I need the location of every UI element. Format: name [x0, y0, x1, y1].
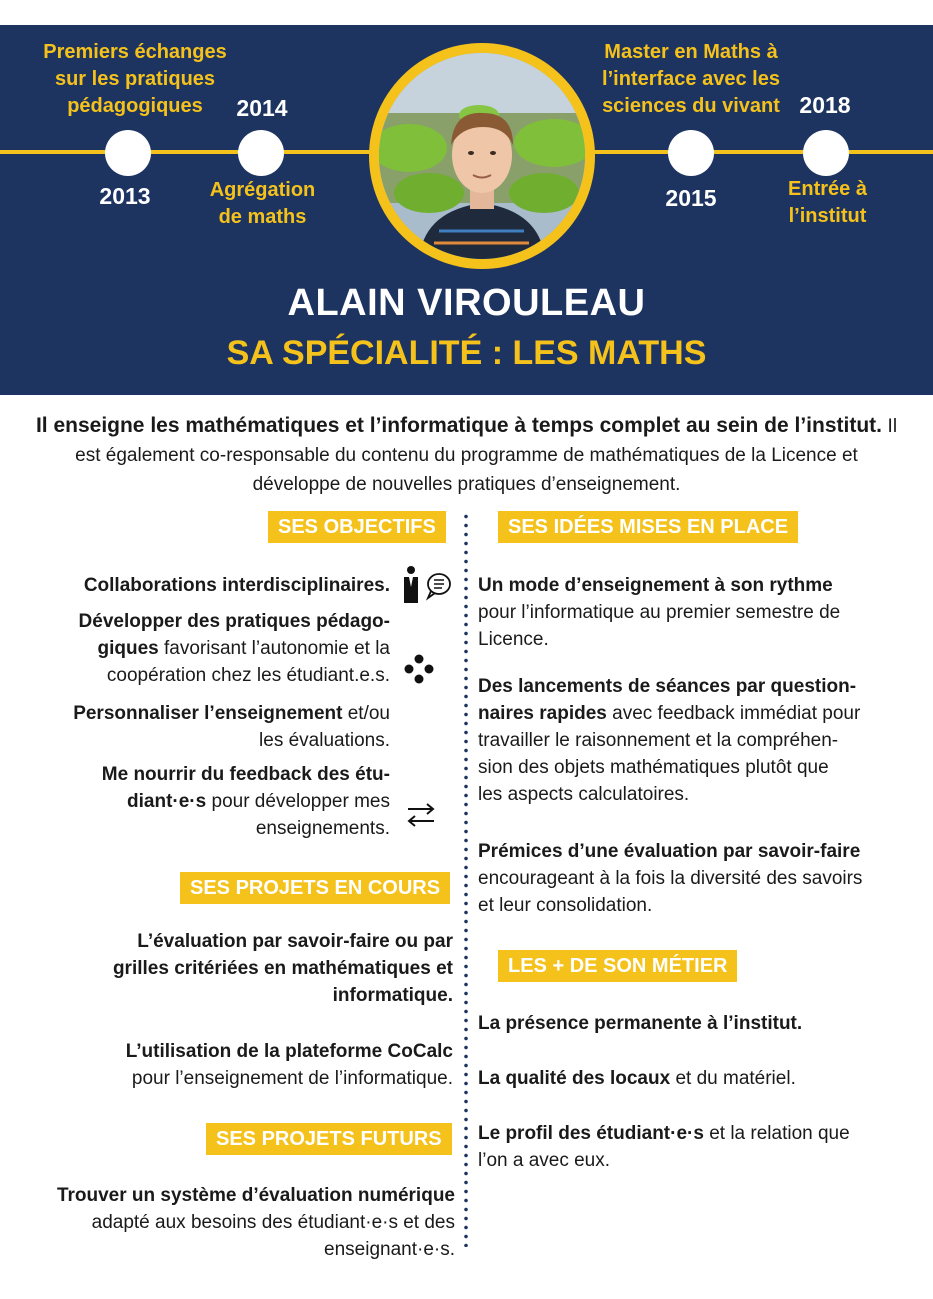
objectif-item-1: Collaborations interdisciplinaires.: [83, 575, 390, 596]
timeline-label-2014: Agrégation de maths: [209, 179, 316, 228]
objectif-item-4: Me nourrir du feedback des étu- diant·e·s pour développer mes enseignements.: [101, 764, 390, 839]
section-tag-plus: LES + DE SON MÉTIER: [498, 950, 737, 982]
timeline-dot-2014: [238, 130, 284, 176]
intro-paragraph: [30, 412, 903, 499]
person-speech-icon: [400, 565, 454, 610]
timeline-label-2018: Entrée à l’institut: [788, 178, 867, 227]
column-divider: [464, 512, 468, 1247]
timeline-dot-2013: [105, 130, 151, 176]
plus-item-2: La qualité des locaux et du matériel.: [478, 1068, 796, 1089]
header-banner: [0, 25, 933, 395]
plus-item-3: Le profil des étudiant·e·s et la relation que l’on a avec eux.: [478, 1123, 850, 1171]
exchange-arrows-icon: [406, 802, 436, 833]
section-tag-idees: SES IDÉES MISES EN PLACE: [498, 511, 798, 543]
objectif-item-2: Développer des pratiques pédago- giques favorisant l’autonomie et la coopération chez les étudiant.e.s.: [78, 611, 390, 686]
portrait-photo: [379, 53, 585, 259]
person-name: ALAIN VIROULEAU: [287, 282, 646, 324]
intro-rest: Il est également co-responsable du contenu du programme de mathématiques de la Licence et développe de nouvelles pratiques d’enseignement.: [75, 416, 898, 495]
portrait-illustration: [379, 53, 585, 259]
portrait-frame: [369, 43, 595, 269]
speciality-title: SA SPÉCIALITÉ : LES MATHS: [226, 334, 707, 372]
section-tag-projets-cours: SES PROJETS EN COURS: [180, 872, 450, 904]
timeline-year-2014: 2014: [236, 95, 288, 121]
section-tag-objectifs: SES OBJECTIFS: [268, 511, 446, 543]
timeline-year-2015: 2015: [665, 185, 717, 211]
idee-item-2: Des lancements de séances par question- naires rapides avec feedback immédiat pour travailler le raisonnement et la compréhen- sion des objets mathématiques plutôt que les aspects calculatoires.: [478, 676, 861, 805]
projet-futur-item-1: Trouver un système d’évaluation numérique adapté aux besoins des étudiant·e·s et des enseignant·e·s.: [56, 1185, 455, 1260]
idee-item-3: Prémices d’une évaluation par savoir-faire encourageant à la fois la diversité des savoirs et leur consolidation.: [478, 841, 863, 916]
projet-cours-item-2: L’utilisation de la plateforme CoCalc pour l’enseignement de l’informatique.: [125, 1041, 453, 1089]
timeline-year-2013: 2013: [99, 183, 151, 209]
plus-item-1: La présence permanente à l’institut.: [478, 1013, 803, 1034]
timeline-dot-2015: [668, 130, 714, 176]
timeline-dot-2018: [803, 130, 849, 176]
objectif-item-3: Personnaliser l’enseignement et/ou les évaluations.: [73, 703, 390, 751]
timeline-label-2013: Premiers échanges sur les pratiques pédagogiques: [43, 41, 227, 117]
timeline-year-2018: 2018: [799, 92, 851, 118]
timeline-label-2015: Master en Maths à l’interface avec les sciences du vivant: [602, 41, 780, 117]
intro-bold: Il enseigne les mathématiques et l’informatique à temps complet au sein de l’institut.: [35, 414, 882, 437]
section-tag-projets-futurs: SES PROJETS FUTURS: [206, 1123, 452, 1155]
idee-item-1: Un mode d’enseignement à son rythme pour l’informatique au premier semestre de Licence.: [478, 575, 841, 650]
dots-cluster-icon: [404, 654, 434, 689]
projet-cours-item-1: L’évaluation par savoir-faire ou par grilles critériées en mathématiques et informatique.: [112, 931, 453, 1006]
